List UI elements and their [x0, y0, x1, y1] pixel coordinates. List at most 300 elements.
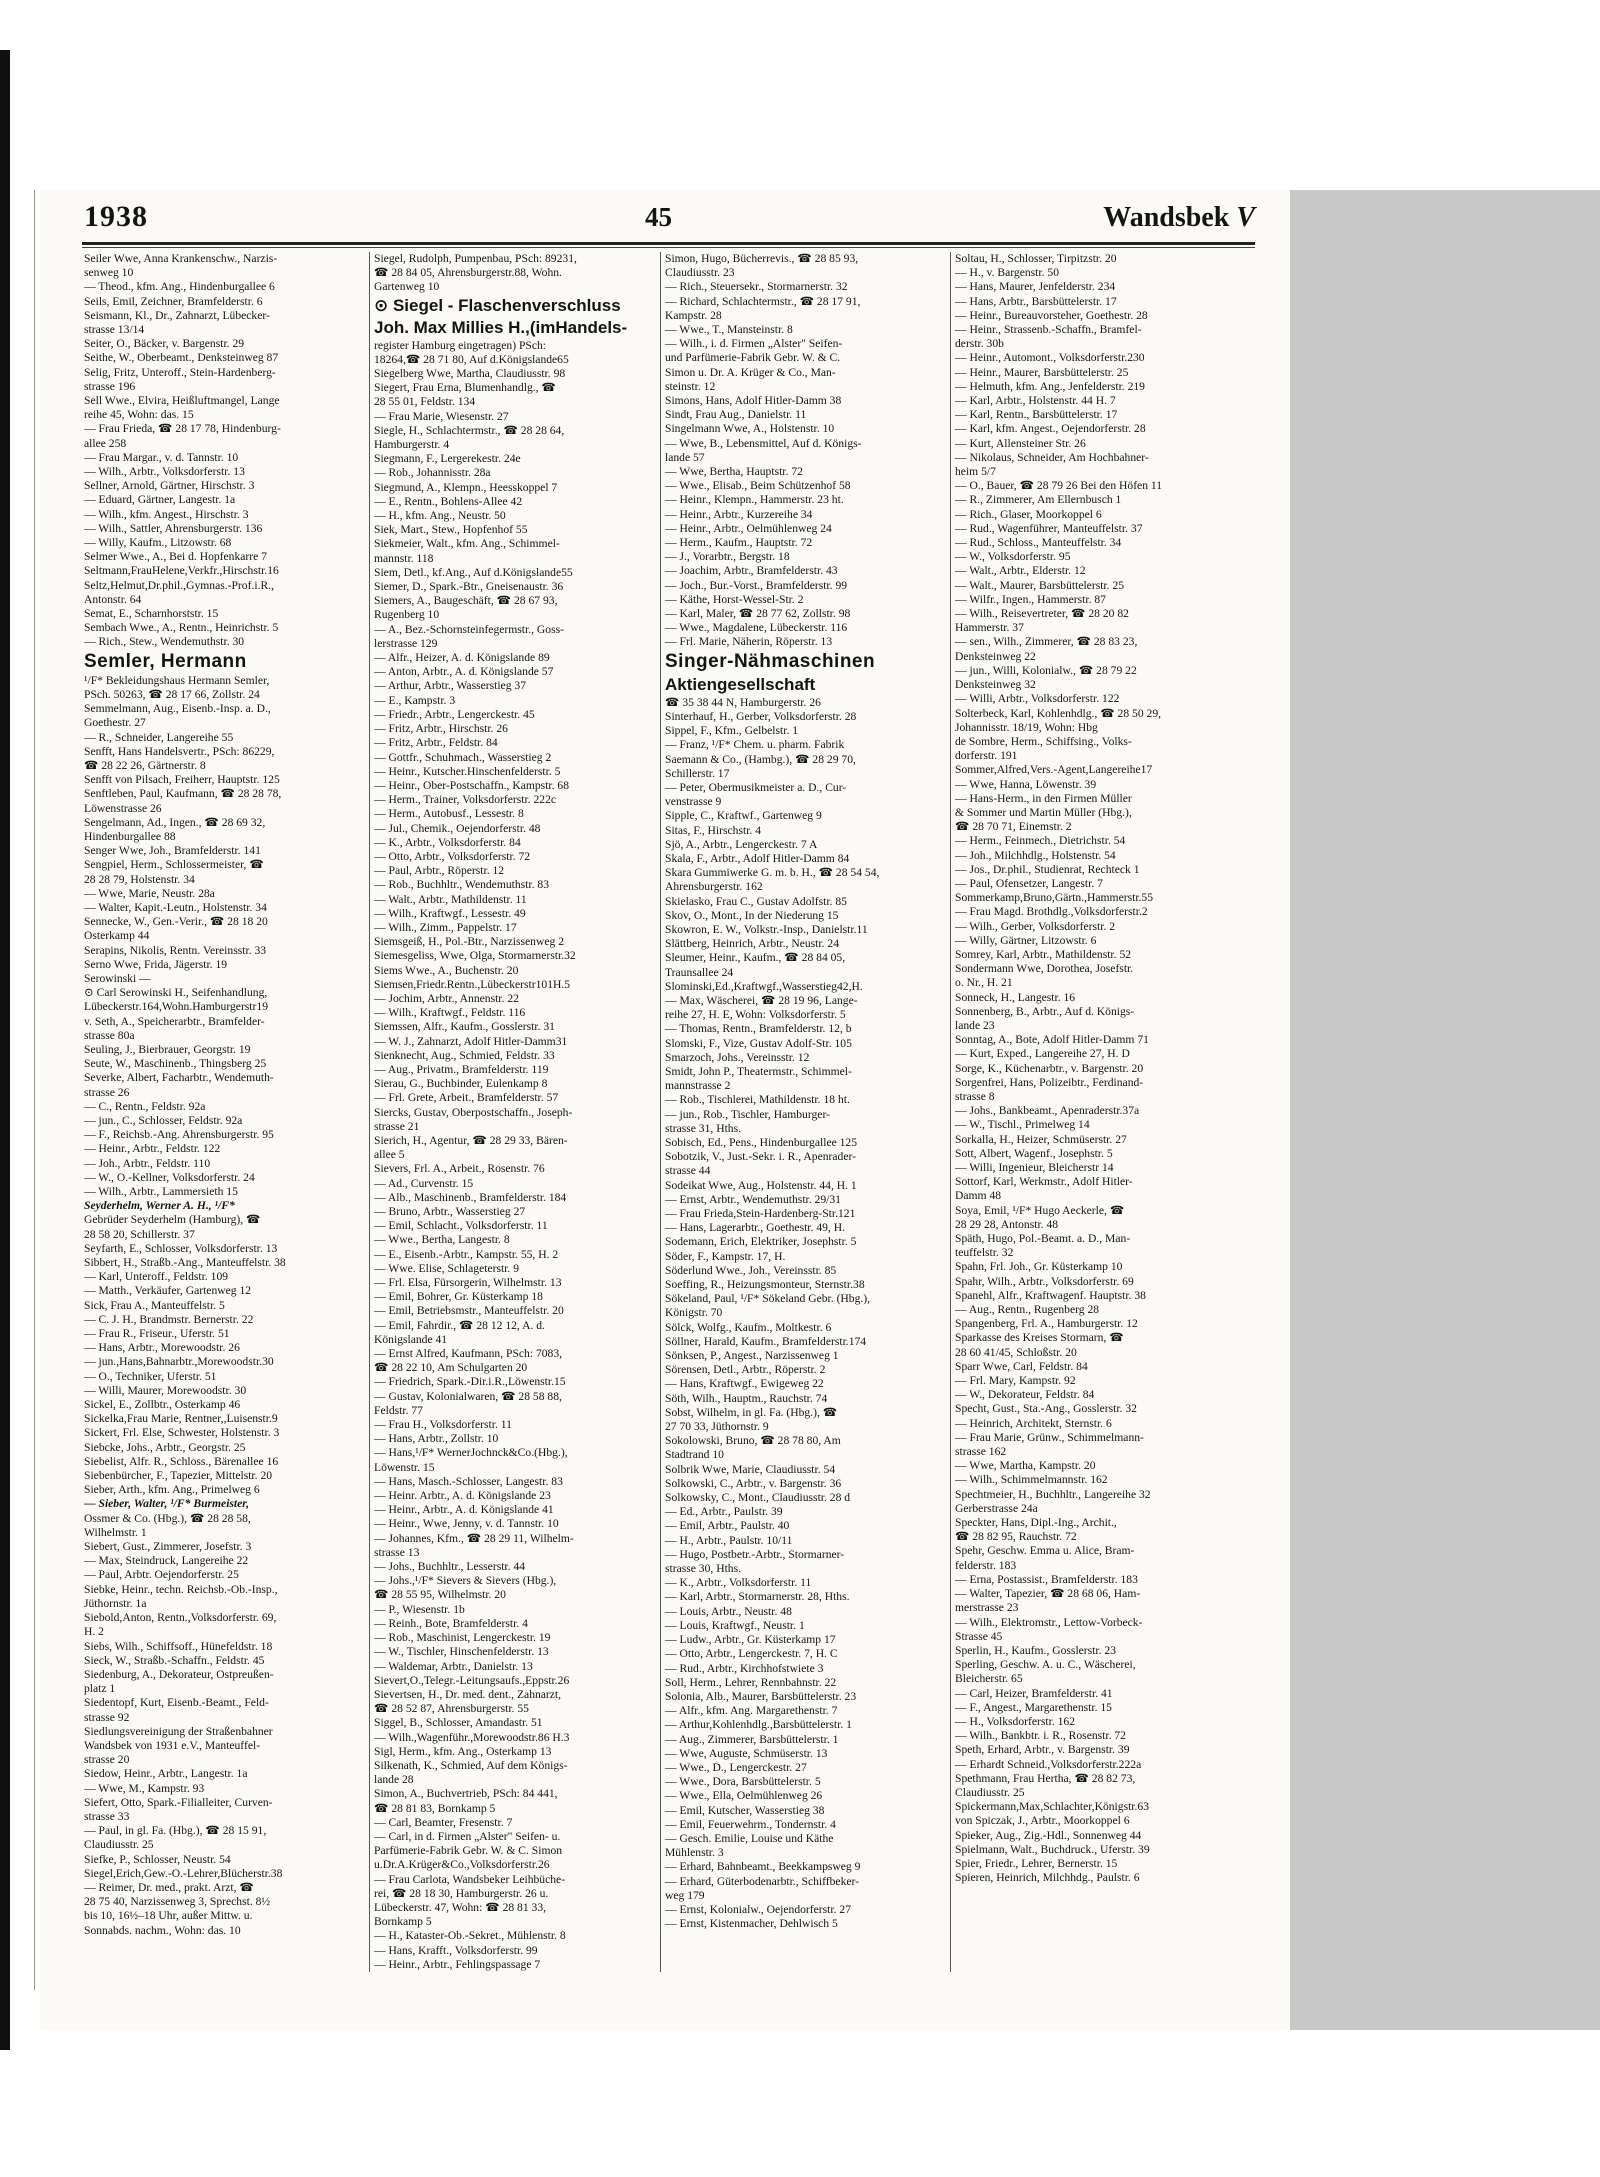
directory-entry-line: ☎ 28 70 71, Einemstr. 2 [955, 820, 1072, 834]
directory-entry-line: Sierau, G., Buchbinder, Eulenkamp 8 [374, 1077, 548, 1091]
directory-entry-line: Lübeckerstr.164,Wohn.Hamburgerstr19 [84, 1000, 268, 1014]
directory-entry-line: — Heinr., Arbtr., Feldstr. 122 [84, 1142, 221, 1156]
directory-entry-line: Spielmann, Walt., Buchdruck., Uferstr. 39 [955, 1842, 1150, 1856]
directory-entry-line: — Wwe., Dora, Barsbüttelerstr. 5 [665, 1775, 821, 1789]
directory-entry-line: Solbrik Wwe, Marie, Claudiusstr. 54 [665, 1462, 836, 1476]
directory-entry-line: — Gustav, Kolonialwaren, ☎ 28 58 88, [374, 1389, 562, 1403]
directory-entry-line: — Alb., Maschinenb., Bramfelderstr. 184 [374, 1190, 567, 1204]
directory-entry-line: — Karl, Arbtr., Stormarnerstr. 28, Hths. [665, 1590, 850, 1604]
directory-entry-line: Siebold,Anton, Rentn.,Volksdorferstr. 69, [84, 1611, 277, 1625]
directory-entry-line: — Rud., Arbtr., Kirchhofstwiete 3 [665, 1661, 824, 1675]
directory-entry-line: — Hans, Arbtr., Barsbüttelerstr. 17 [955, 294, 1117, 308]
directory-entry-line: Sellner, Arnold, Gärtner, Hirschstr. 3 [84, 479, 255, 493]
directory-entry-line: — Rud., Wagenführer, Manteuffelstr. 37 [955, 521, 1143, 535]
directory-entry-line: rei, ☎ 28 18 30, Hamburgerstr. 26 u. [374, 1886, 549, 1900]
directory-entry-line: — W. J., Zahnarzt, Adolf Hitler-Damm31 [374, 1034, 568, 1048]
scan-margin-top [0, 0, 1600, 50]
directory-entry-line: Solkowsky, C., Mont., Claudiusstr. 28 d [665, 1491, 851, 1505]
directory-entry-line: Sievert,O.,Telegr.-Leitungsaufs.,Eppstr.26 [374, 1673, 570, 1687]
directory-entry-line: — Wilfr., Ingen., Hammerstr. 87 [955, 592, 1106, 606]
directory-entry-line: mannstr. 118 [374, 551, 434, 565]
directory-entry-line: Siemers, A., Baugeschäft, ☎ 28 67 93, [374, 594, 558, 608]
directory-entry-line: — Wilh., Kraftwgf., Lessestr. 49 [374, 906, 526, 920]
directory-entry-line: — Arthur,Kohlenhdlg.,Barsbüttelerstr. 1 [665, 1718, 852, 1732]
directory-entry-line: venstrasse 9 [665, 795, 722, 809]
directory-entry-line: Späth, Hugo, Pol.-Beamt. a. D., Man- [955, 1232, 1131, 1246]
directory-entry-line: Sembach Wwe., A., Rentn., Heinrichstr. 5 [84, 621, 279, 635]
directory-entry-line: — Heinr., Kutscher.Hinschenfelderstr. 5 [374, 764, 561, 778]
directory-entry-line: 28 28 79, Holstenstr. 34 [84, 872, 195, 886]
directory-entry-line: Selig, Fritz, Unteroff., Stein-Hardenberg- [84, 365, 276, 379]
directory-entry-line: 28 55 01, Feldstr. 134 [374, 395, 476, 409]
directory-entry-line: — Max, Steindruck, Langereihe 22 [84, 1554, 249, 1568]
directory-entry-line: lande 23 [955, 1018, 995, 1032]
directory-entry-line: — Frau Magd. Brothdlg.,Volksdorferstr.2 [955, 905, 1148, 919]
directory-entry-line: strasse 13/14 [84, 323, 145, 337]
directory-entry-line: — Frau R., Friseur., Uferstr. 51 [84, 1327, 230, 1341]
directory-entry-line: — Karl, Arbtr., Holstenstr. 44 H. 7 [955, 394, 1116, 408]
directory-entry-line: — Hans,¹/F* WernerJochnck&Co.(Hbg.), [374, 1446, 568, 1460]
directory-entry-line: Seismann, Kl., Dr., Zahnarzt, Lübecker- [84, 308, 270, 322]
directory-entry-line: — Wwe., Ella, Oelmühlenweg 26 [665, 1789, 823, 1803]
directory-entry-line: Sengpiel, Herm., Schlossermeister, ☎ [84, 858, 264, 872]
directory-entry-line: Sobst, Wilhelm, in gl. Fa. (Hbg.), ☎ [665, 1405, 838, 1419]
directory-entry-line: — Heinr., Maurer, Barsbüttelerstr. 25 [955, 365, 1129, 379]
header-place [1103, 202, 1255, 234]
directory-entry-line: — Emil, Fahrdir., ☎ 28 12 12, A. d. [374, 1318, 545, 1332]
directory-entry-line: — jun., C., Schlosser, Feldstr. 92a [84, 1113, 243, 1127]
directory-entry-line: — Aug., Privatm., Bramfelderstr. 119 [374, 1062, 549, 1076]
directory-entry-line: — H., Volksdorferstr. 162 [955, 1714, 1076, 1728]
directory-entry-line: Söllner, Harald, Kaufm., Bramfelderstr.174 [665, 1334, 867, 1348]
directory-entry-line: — Helmuth, kfm. Ang., Jenfelderstr. 219 [955, 379, 1145, 393]
directory-entry-line: de Sombre, Herm., Schiffsing., Volks- [955, 734, 1132, 748]
directory-entry-line: Seltz,Helmut,Dr.phil.,Gymnas.-Prof.i.R., [84, 578, 274, 592]
directory-entry-line: reihe 45, Wohn: das. 15 [84, 408, 194, 422]
directory-entry-line: — Joch., Bur.-Vorst., Bramfelderstr. 99 [665, 578, 848, 592]
directory-entry-line: Siemssen, Alfr., Kaufm., Gosslerstr. 31 [374, 1020, 555, 1034]
directory-entry-line: derstr. 30b [955, 337, 1004, 351]
directory-entry-line: — Aug., Zimmerer, Barsbüttelerstr. 1 [665, 1732, 839, 1746]
directory-entry-line: Sipple, C., Kraftwf., Gartenweg 9 [665, 809, 822, 823]
directory-entry-line: Sodeikat Wwe, Aug., Holstenstr. 44, H. 1 [665, 1178, 857, 1192]
directory-entry-line: — Erhard, Bahnbeamt., Beekkampsweg 9 [665, 1860, 861, 1874]
directory-entry-line: — Hans, Arbtr., Zollstr. 10 [374, 1432, 499, 1446]
directory-entry-line: — Heinr., Arbtr., Fehlingspassage 7 [374, 1957, 541, 1971]
directory-entry-line: — Wilh., kfm. Angest., Hirschstr. 3 [84, 507, 249, 521]
directory-entry-line: Sibbert, H., Straßb.-Ang., Manteuffelstr. 38 [84, 1256, 286, 1270]
directory-entry-line: Sienknecht, Aug., Schmied, Feldstr. 33 [374, 1048, 555, 1062]
directory-entry-line: Siedlungsvereinigung der Straßenbahner [84, 1724, 273, 1738]
directory-entry-line: Siek, Mart., Stew., Hopfenhof 55 [374, 523, 528, 537]
directory-entry-line: — Friedr., Arbtr., Lengerckestr. 45 [374, 707, 535, 721]
directory-entry-line: — Franz, ¹/F* Chem. u. pharm. Fabrik [665, 738, 845, 752]
directory-entry-line: — H., Arbtr., Paulstr. 10/11 [665, 1533, 793, 1547]
directory-entry-line: Hamburgerstr. 4 [374, 438, 450, 452]
directory-entry-line: Sindt, Frau Aug., Danielstr. 11 [665, 408, 807, 422]
header-section-letter: V [1236, 202, 1255, 233]
directory-entry-line: Speth, Erhard, Arbtr., v. Bargenstr. 39 [955, 1743, 1130, 1757]
directory-entry-line: Spangenberg, Frl. A., Hamburgerstr. 12 [955, 1317, 1138, 1331]
directory-entry-line: ☎ 35 38 44 N, Hamburgerstr. 26 [665, 695, 821, 709]
directory-entry-line: — Wwe, B., Lebensmittel, Auf d. Königs- [665, 436, 862, 450]
directory-entry-line: Siegle, H., Schlachtermstr., ☎ 28 28 64, [374, 423, 565, 437]
directory-entry-line: bis 10, 16½–18 Uhr, außer Mittw. u. [84, 1909, 253, 1923]
directory-entry-line: strasse 30, Hths. [665, 1562, 741, 1576]
directory-entry-line: Siefert, Otto, Spark.-Filialleiter, Curven- [84, 1795, 273, 1809]
directory-entry-line: — Frl. Grete, Arbeit., Bramfelderstr. 57 [374, 1091, 559, 1105]
directory-entry-line: Sleumer, Heinr., Kaufm., ☎ 28 84 05, [665, 951, 846, 965]
directory-entry-line: Soeffing, R., Heizungsmonteur, Sternstr.38 [665, 1278, 865, 1292]
directory-entry-line: Sommer,Alfred,Vers.-Agent,Langereihe17 [955, 763, 1153, 777]
directory-entry-line: — Frl. Mary, Kampstr. 92 [955, 1374, 1076, 1388]
directory-entry-line: Sonntag, A., Bote, Adolf Hitler-Damm 71 [955, 1033, 1149, 1047]
header-district: Wandsbek [1103, 202, 1230, 233]
directory-entry-line: — Frau Frieda, ☎ 28 17 78, Hindenburg- [84, 422, 281, 436]
directory-entry-line: heim 5/7 [955, 465, 996, 479]
directory-entry-line: — Waldemar, Arbtr., Danielstr. 13 [374, 1659, 533, 1673]
directory-entry-line: Solonia, Alb., Maurer, Barsbüttelerstr. 23 [665, 1689, 857, 1703]
directory-entry-line: Spehr, Geschw. Emma u. Alice, Bram- [955, 1544, 1135, 1558]
directory-entry-line: Siem, Detl., kf.Ang., Auf d.Königslande55 [374, 565, 573, 579]
directory-entry-line: Sippel, F., Kfm., Gelbelstr. 1 [665, 724, 799, 738]
directory-entry-line: Sott, Albert, Wagenf., Josephstr. 5 [955, 1146, 1113, 1160]
directory-entry-line: Siebert, Gust., Zimmerer, Josefstr. 3 [84, 1540, 252, 1554]
directory-entry-line: — Hans, Masch.-Schlosser, Langestr. 83 [374, 1474, 563, 1488]
directory-entry-line: — Heinr., Wwe, Jenny, v. d. Tannstr. 10 [374, 1517, 559, 1531]
directory-entry-line: Gartenweg 10 [374, 280, 440, 294]
column-divider [660, 252, 661, 1972]
directory-entry-line: Sönksen, P., Angest., Narzissenweg 1 [665, 1349, 839, 1363]
directory-entry-line: Osterkamp 44 [84, 929, 150, 943]
directory-entry-line: — Frl. Marie, Näherin, Röperstr. 13 [665, 635, 833, 649]
directory-entry-line: — Johs., Buchhltr., Lesserstr. 44 [374, 1560, 526, 1574]
directory-entry-line: — J., Vorarbtr., Bergstr. 18 [665, 550, 790, 564]
directory-entry-line: von Spiczak, J., Arbtr., Moorkoppel 6 [955, 1814, 1130, 1828]
directory-entry-line: — Erhard, Güterbodenarbtr., Schiffbeker- [665, 1874, 860, 1888]
directory-entry-line: — Rud., Schloss., Manteuffelstr. 34 [955, 536, 1122, 550]
directory-entry-line: Siebenbürcher, F., Tapezier, Mittelstr. 20 [84, 1469, 273, 1483]
directory-entry-line: Soltau, H., Schlosser, Tirpitzstr. 20 [955, 252, 1117, 265]
directory-entry-line: Siems Wwe., A., Buchenstr. 20 [374, 963, 519, 977]
directory-entry-line: Seiter, O., Bäcker, v. Bargenstr. 29 [84, 337, 245, 351]
directory-entry-line: — Hans-Herm., in den Firmen Müller [955, 791, 1132, 805]
scan-margin-bottom [40, 2030, 1600, 2177]
directory-entry-line: Siggel, B., Schlosser, Amandastr. 51 [374, 1716, 543, 1730]
directory-entry-line: — Rob., Tischlerei, Mathildenstr. 18 ht. [665, 1093, 850, 1107]
directory-entry-line: felderstr. 183 [955, 1558, 1017, 1572]
directory-entry-line: Serowinski — [84, 971, 151, 985]
directory-entry-line: — W., O.-Kellner, Volksdorferstr. 24 [84, 1170, 255, 1184]
directory-entry-line: — K., Arbtr., Volksdorferstr. 11 [665, 1576, 812, 1590]
directory-entry-line: — Gottfr., Schuhmach., Wasserstieg 2 [374, 750, 552, 764]
scan-left-edge [0, 50, 10, 2050]
directory-entry-line: Skov, O., Mont., In der Niederung 15 [665, 908, 839, 922]
directory-entry-line: Skowron, E. W., Volkstr.-Insp., Danielstr.11 [665, 922, 868, 936]
directory-entry-line: steinstr. 12 [665, 379, 716, 393]
directory-entry-line: — Friedrich, Spark.-Dir.i.R.,Löwenstr.15 [374, 1375, 566, 1389]
directory-entry-line: 28 58 20, Schillerstr. 37 [84, 1227, 195, 1241]
directory-entry-line: — Louis, Arbtr., Neustr. 48 [665, 1604, 792, 1618]
directory-entry-line: reihe 27, H. E, Wohn: Volksdorferstr. 5 [665, 1008, 846, 1022]
directory-entry-line: Königslande 41 [374, 1332, 448, 1346]
directory-entry-line: — Emil, Kutscher, Wasserstieg 38 [665, 1803, 825, 1817]
directory-entry-line: — Bruno, Arbtr., Wasserstieg 27 [374, 1205, 526, 1218]
directory-entry-line: — Paul, Arbtr., Röperstr. 12 [374, 864, 505, 878]
directory-entry-line: Söth, Wilh., Hauptm., Rauchstr. 74 [665, 1391, 828, 1405]
directory-entry-line: Sievers, Frl. A., Arbeit., Rosenstr. 76 [374, 1162, 545, 1176]
directory-entry-line: Soll, Herm., Lehrer, Rennbahnstr. 22 [665, 1675, 837, 1689]
directory-entry-line: — Herm., Autobusf., Lessestr. 8 [374, 807, 524, 821]
directory-entry-line: — Heinr., Strassenb.-Schaffn., Bramfel- [955, 323, 1142, 337]
directory-entry-line: Sokolowski, Bruno, ☎ 28 78 80, Am [665, 1434, 841, 1448]
directory-entry-line: — Nikolaus, Schneider, Am Hochbahner- [955, 450, 1149, 464]
directory-entry-line: — Ed., Arbtr., Paulstr. 39 [665, 1505, 783, 1519]
directory-entry-line: Siegelberg Wwe, Martha, Claudiusstr. 98 [374, 367, 566, 381]
directory-entry-line: — E., Rentn., Bohlens-Allee 42 [374, 494, 523, 508]
directory-entry-line: Simon, Hugo, Bücherrevis., ☎ 28 85 93, [665, 252, 859, 265]
directory-entry-line: — Rich., Stew., Wendemuthstr. 30 [84, 635, 245, 649]
directory-entry-line: Siekmeier, Walt., kfm. Ang., Schimmel- [374, 537, 560, 551]
directory-entry-line: Smidt, John P., Theatermstr., Schimmel- [665, 1064, 852, 1078]
directory-entry-line: Sinterhauf, H., Gerber, Volksdorferstr. 28 [665, 709, 857, 723]
directory-entry-line: — Louis, Kraftwgf., Neustr. 1 [665, 1618, 805, 1632]
directory-entry-line: — Wwe., D., Lengerckestr. 27 [665, 1760, 807, 1774]
directory-entry-line: Seyderhelm, Werner A. H., ¹/F* [84, 1199, 235, 1213]
directory-entry-line: Hindenburgallee 88 [84, 829, 176, 843]
directory-entry-line: — Carl, in d. Firmen „Alster" Seifen- u. [374, 1829, 561, 1843]
directory-entry-line: — Thomas, Rentn., Bramfelderstr. 12, b [665, 1022, 852, 1036]
directory-entry-line: PSch. 50263, ☎ 28 17 66, Zollstr. 24 [84, 687, 260, 701]
directory-entry-line: allee 5 [374, 1148, 405, 1162]
directory-entry-line: — Wwe, Marie, Neustr. 28a [84, 886, 215, 900]
directory-entry-line: — W., Tischl., Primelweg 14 [955, 1118, 1090, 1132]
directory-entry-line: Wandsbek von 1931 e.V., Manteuffel- [84, 1738, 261, 1752]
directory-entry-line: — Anton, Arbtr., A. d. Königslande 57 [374, 665, 554, 679]
directory-entry-line: Gebrüder Seyderhelm (Hamburg), ☎ [84, 1213, 261, 1227]
directory-entry-line: — Erhardt Schneid.,Volksdorferstr.222a [955, 1757, 1142, 1771]
directory-entry-line: Simon, A., Buchvertrieb, PSch: 84 441, [374, 1787, 558, 1801]
directory-entry-line: — Hugo, Postbetr.-Arbtr., Stormarner- [665, 1547, 845, 1561]
directory-entry-line: — Wwe, Bertha, Hauptstr. 72 [665, 465, 803, 479]
directory-entry-line: strasse 26 [84, 1085, 130, 1099]
directory-entry-line: Sennecke, W., Gen.-Verir., ☎ 28 18 20 [84, 915, 268, 929]
directory-entry-line: Söder, F., Kampstr. 17, H. [665, 1249, 786, 1263]
directory-entry-line: strasse 196 [84, 379, 136, 393]
directory-entry-line: Gerberstrasse 24a [955, 1501, 1038, 1515]
directory-entry-line: Silkenath, K., Schmied, Auf dem Königs- [374, 1758, 568, 1772]
directory-entry-line: — Aug., Rentn., Rugenberg 28 [955, 1303, 1100, 1317]
directory-entry-line: Sorgenfrei, Hans, Polizeibtr., Ferdinand- [955, 1075, 1144, 1089]
directory-entry-line: Somrey, Karl, Arbtr., Mathildenstr. 52 [955, 947, 1132, 961]
directory-entry-line: — Käthe, Horst-Wessel-Str. 2 [665, 592, 804, 606]
directory-entry-line: Seuling, J., Bierbrauer, Georgstr. 19 [84, 1042, 251, 1056]
directory-entry-line: platz 1 [84, 1682, 116, 1696]
directory-entry-line: — Heinr., Arbtr., A. d. Königslande 41 [374, 1503, 554, 1517]
directory-entry-line: Skala, F., Arbtr., Adolf Hitler-Damm 84 [665, 851, 850, 865]
directory-entry-line: Siegert, Frau Erna, Blumenhandlg., ☎ [374, 381, 556, 395]
directory-entry-line: — Otto, Arbtr., Volksdorferstr. 72 [374, 849, 531, 863]
directory-entry-line: Traunsallee 24 [665, 965, 734, 979]
directory-entry-line: Siebs, Wilh., Schiffsoff., Hünefeldstr. 18 [84, 1639, 273, 1653]
directory-entry-line: Smarzoch, Johs., Vereinsstr. 12 [665, 1050, 810, 1064]
directory-entry-line: — Rob., Maschinist, Lengerckestr. 19 [374, 1631, 551, 1645]
directory-entry-line: Slominski,Ed.,Kraftwgf.,Wasserstieg42,H. [665, 979, 863, 993]
directory-entry-line: — Rich., Glaser, Moorkoppel 6 [955, 507, 1102, 521]
directory-entry-line: — Heinrich, Architekt, Sternstr. 6 [955, 1416, 1112, 1430]
directory-entry-line: Sonneck, H., Langestr. 16 [955, 990, 1076, 1004]
directory-entry-line: Sieber, Arth., kfm. Ang., Primelweg 6 [84, 1483, 260, 1497]
directory-entry-line: Saemann & Co., (Hambg.), ☎ 28 29 70, [665, 752, 856, 766]
directory-entry-line: o. Nr., H. 21 [955, 976, 1013, 990]
directory-entry-line: lande 28 [374, 1773, 414, 1787]
directory-entry-line: — Wilh., Arbtr., Lammersieth 15 [84, 1185, 238, 1198]
directory-entry-line: — Willy, Kaufm., Litzowstr. 68 [84, 536, 232, 550]
directory-entry-line: — Otto, Arbtr., Lengerckestr. 7, H. C [665, 1647, 838, 1661]
directory-entry-line: — Paul, in gl. Fa. (Hbg.), ☎ 28 15 91, [84, 1824, 267, 1838]
directory-entry-line: Siegel, Rudolph, Pumpenbau, PSch: 89231, [374, 252, 577, 265]
directory-entry-line: — Carl, Beamter, Fresenstr. 7 [374, 1815, 513, 1829]
directory-entry-line: — Arthur, Arbtr., Wasserstieg 37 [374, 679, 526, 693]
directory-entry-line: strasse 13 [374, 1545, 420, 1559]
directory-entry-line: — Willy, Gärtner, Litzowstr. 6 [955, 933, 1097, 947]
directory-entry-line: — Emil, Feuerwehrm., Tondernstr. 4 [665, 1817, 836, 1831]
directory-entry-line: Seyfarth, E., Schlosser, Volksdorferstr. 13 [84, 1241, 278, 1255]
directory-entry-line: — Erna, Postassist., Bramfelderstr. 183 [955, 1572, 1138, 1586]
directory-entry-line: Wilhelmstr. 1 [84, 1525, 147, 1539]
directory-column-2 [374, 252, 655, 1972]
directory-entry-line: Severke, Albert, Facharbtr., Wendemuth- [84, 1071, 274, 1085]
directory-entry-line: — Johs.,¹/F* Sievers & Sievers (Hbg.), [374, 1574, 557, 1588]
directory-entry-line: strasse 33 [84, 1809, 130, 1823]
directory-entry-line: — Rob., Buchhltr., Wendemuthstr. 83 [374, 878, 550, 892]
directory-entry-line: Sperling, Geschw. A. u. C., Wäscherei, [955, 1658, 1136, 1672]
directory-entry-line: — Johs., Bankbeamt., Apenraderstr.37a [955, 1104, 1140, 1118]
directory-entry-line: Sökeland, Paul, ¹/F* Sökeland Gebr. (Hbg.), [665, 1292, 871, 1306]
directory-entry-line: — F., Angest., Margarethenstr. 15 [955, 1700, 1112, 1714]
directory-entry-line: Sievertsen, H., Dr. med. dent., Zahnarzt, [374, 1687, 562, 1701]
directory-entry-line: Schillerstr. 17 [665, 766, 730, 780]
directory-entry-line: dorferstr. 191 [955, 749, 1018, 763]
directory-entry-line: — Frau Margar., v. d. Tannstr. 10 [84, 450, 239, 464]
directory-entry-line: — O., Bauer, ☎ 28 79 26 Bei den Höfen 11 [955, 479, 1163, 493]
directory-entry-line: — Willi, Maurer, Morewoodstr. 30 [84, 1383, 247, 1397]
page-header [40, 200, 1255, 240]
directory-entry-line: — Joachim, Arbtr., Bramfelderstr. 43 [665, 564, 838, 578]
directory-entry-line: ☎ 28 52 87, Ahrensburgerstr. 55 [374, 1702, 529, 1716]
directory-entry-line: — Walter, Tapezier, ☎ 28 68 06, Ham- [955, 1587, 1141, 1601]
directory-entry-line: ☎ 28 82 95, Rauchstr. 72 [955, 1530, 1077, 1544]
directory-entry-line: Sonnenberg, B., Arbtr., Auf d. Königs- [955, 1004, 1135, 1018]
directory-entry-line: Serno Wwe, Frida, Jägerstr. 19 [84, 957, 228, 971]
directory-entry-line: — H., kfm. Ang., Neustr. 50 [374, 509, 506, 523]
directory-entry-line: — Wilh., Sattler, Ahrensburgerstr. 136 [84, 521, 263, 535]
header-year: 1938 [84, 200, 148, 233]
directory-entry-line: — Karl, Maler, ☎ 28 77 62, Zollstr. 98 [665, 607, 851, 621]
directory-entry-line: Söderlund Wwe., Joh., Vereinsstr. 85 [665, 1263, 837, 1277]
directory-entry-line: — Wilh., Reisevertreter, ☎ 28 20 82 [955, 607, 1129, 621]
directory-entry-line: — Gesch. Emilie, Louise und Käthe [665, 1831, 834, 1845]
directory-entry-line: ☎ 28 81 83, Bornkamp 5 [374, 1801, 496, 1815]
directory-entry-line: — Ernst, Kolonialw., Oejendorferstr. 27 [665, 1902, 851, 1916]
directory-entry-line: Spahr, Wilh., Arbtr., Volksdorferstr. 69 [955, 1274, 1134, 1288]
directory-entry-line: — Wwe, Auguste, Schmüserstr. 13 [665, 1746, 828, 1760]
directory-entry-line: Mühlenstr. 3 [665, 1846, 724, 1860]
directory-entry-line: Siedentopf, Kurt, Eisenb.-Beamt., Feld- [84, 1696, 269, 1710]
directory-entry-line: — Willi, Arbtr., Volksdorferstr. 122 [955, 692, 1120, 706]
directory-entry-line: — Emil, Betriebsmstr., Manteuffelstr. 20 [374, 1304, 564, 1318]
directory-entry-line: Parfümerie-Fabrik Gebr. W. & C. Simon [374, 1844, 563, 1858]
directory-entry-line: — Walt., Arbtr., Elderstr. 12 [955, 564, 1086, 578]
directory-entry-line: — K., Arbtr., Volksdorferstr. 84 [374, 835, 521, 849]
directory-entry-line: Singelmann Wwe, A., Holstenstr. 10 [665, 422, 835, 436]
column-divider [369, 252, 370, 1972]
directory-entry-line: strasse 80a [84, 1028, 135, 1042]
directory-entry-line: Seiler Wwe, Anna Krankenschw., Narzis- [84, 252, 278, 265]
directory-entry-line: Sondermann Wwe, Dorothea, Josefstr. [955, 962, 1134, 976]
directory-entry-line: — Paul, Arbtr. Oejendorferstr. 25 [84, 1568, 239, 1582]
directory-entry-line: — Fritz, Arbtr., Feldstr. 84 [374, 736, 498, 750]
directory-entry-line: Ossmer & Co. (Hbg.), ☎ 28 28 58, [84, 1511, 251, 1525]
directory-entry-line: Senfft, Hans Handelsvertr., PSch: 86229, [84, 744, 275, 758]
directory-entry-line: Specht, Gust., Sta.-Ang., Gosslerstr. 32 [955, 1402, 1137, 1416]
directory-entry-line: Siebcke, Johs., Arbtr., Georgstr. 25 [84, 1440, 246, 1454]
directory-entry-line: — Karl, Unteroff., Feldstr. 109 [84, 1270, 229, 1284]
directory-entry-line: strasse 162 [955, 1445, 1007, 1459]
directory-entry-line: u.Dr.A.Krüger&Co.,Volksdorferstr.26 [374, 1858, 550, 1872]
directory-entry-line: — Frau Frieda,Stein-Hardenberg-Str.121 [665, 1207, 856, 1220]
directory-entry-line: — Joh., Milchhdlg., Holstenstr. 54 [955, 848, 1116, 862]
directory-entry-line: — Wilh., Gerber, Volksdorferstr. 2 [955, 919, 1116, 933]
directory-entry-line: Löwenstr. 15 [374, 1460, 435, 1474]
directory-entry-line: — Heinr., Ober-Postschaffn., Kampstr. 68 [374, 778, 570, 792]
directory-entry-line: Senftleben, Paul, Kaufmann, ☎ 28 28 78, [84, 787, 282, 801]
directory-entry-line: — Theod., kfm. Ang., Hindenburgallee 6 [84, 280, 275, 294]
directory-entry-line: Löwenstrasse 26 [84, 801, 162, 815]
directory-entry-line: Feldstr. 77 [374, 1403, 423, 1417]
directory-entry-line: — Max, Wäscherei, ☎ 28 19 96, Lange- [665, 993, 858, 1007]
directory-entry-line: Claudiusstr. 25 [955, 1785, 1025, 1799]
directory-column-3 [665, 252, 946, 1972]
directory-entry-line: — Wilh., Kraftwgf., Feldstr. 116 [374, 1006, 526, 1020]
directory-entry-line: Joh. Max Millies H.,(imHandels- [374, 317, 628, 337]
directory-entry-line: Siegmann, F., Lergerekestr. 24e [374, 452, 521, 466]
directory-entry-line: Claudiusstr. 25 [84, 1838, 154, 1852]
directory-entry-line: Simons, Hans, Adolf Hitler-Damm 38 [665, 394, 842, 408]
directory-entry-line: — Emil, Bohrer, Gr. Küsterkamp 18 [374, 1290, 543, 1304]
directory-entry-line: Jüthornstr. 1a [84, 1596, 147, 1610]
directory-entry-line: Seute, W., Maschinenb., Thingsberg 25 [84, 1057, 267, 1071]
directory-entry-line: Lübeckerstr. 47, Wohn: ☎ 28 81 33, [374, 1900, 547, 1914]
directory-entry-line: Sigl, Herm., kfm. Ang., Osterkamp 13 [374, 1744, 552, 1758]
directory-entry-line: — Sieber, Walter, ¹/F* Burmeister, [84, 1497, 250, 1511]
directory-entry-line: — Ad., Curvenstr. 15 [374, 1176, 474, 1190]
directory-entry-line: — W., Volksdorferstr. 95 [955, 550, 1071, 564]
directory-entry-line: Sobotzik, V., Just.-Sekr. i. R., Apenrader- [665, 1150, 856, 1164]
directory-entry-line: Sorkalla, H., Heizer, Schmüserstr. 27 [955, 1132, 1127, 1146]
directory-entry-line: — Ernst Alfred, Kaufmann, PSch: 7083, [374, 1347, 563, 1361]
directory-entry-line: — E., Eisenb.-Arbtr., Kampstr. 55, H. 2 [374, 1247, 559, 1261]
directory-entry-line: — Herm., Kaufm., Hauptstr. 72 [665, 536, 813, 550]
directory-entry-line: strasse 8 [955, 1089, 995, 1103]
directory-entry-line: — Heinr., Bureauvorsteher, Goethestr. 28 [955, 308, 1148, 322]
column-divider [950, 252, 951, 1972]
directory-entry-line: — Ludw., Arbtr., Gr. Küsterkamp 17 [665, 1633, 836, 1647]
directory-entry-line: Semmelmann, Aug., Eisenb.-Insp. a. D., [84, 702, 271, 716]
directory-entry-line: Ahrensburgerstr. 162 [665, 880, 763, 894]
directory-entry-line: Serapins, Nikolis, Rentn. Vereinsstr. 33 [84, 943, 267, 957]
directory-entry-line: Königstr. 70 [665, 1306, 723, 1320]
